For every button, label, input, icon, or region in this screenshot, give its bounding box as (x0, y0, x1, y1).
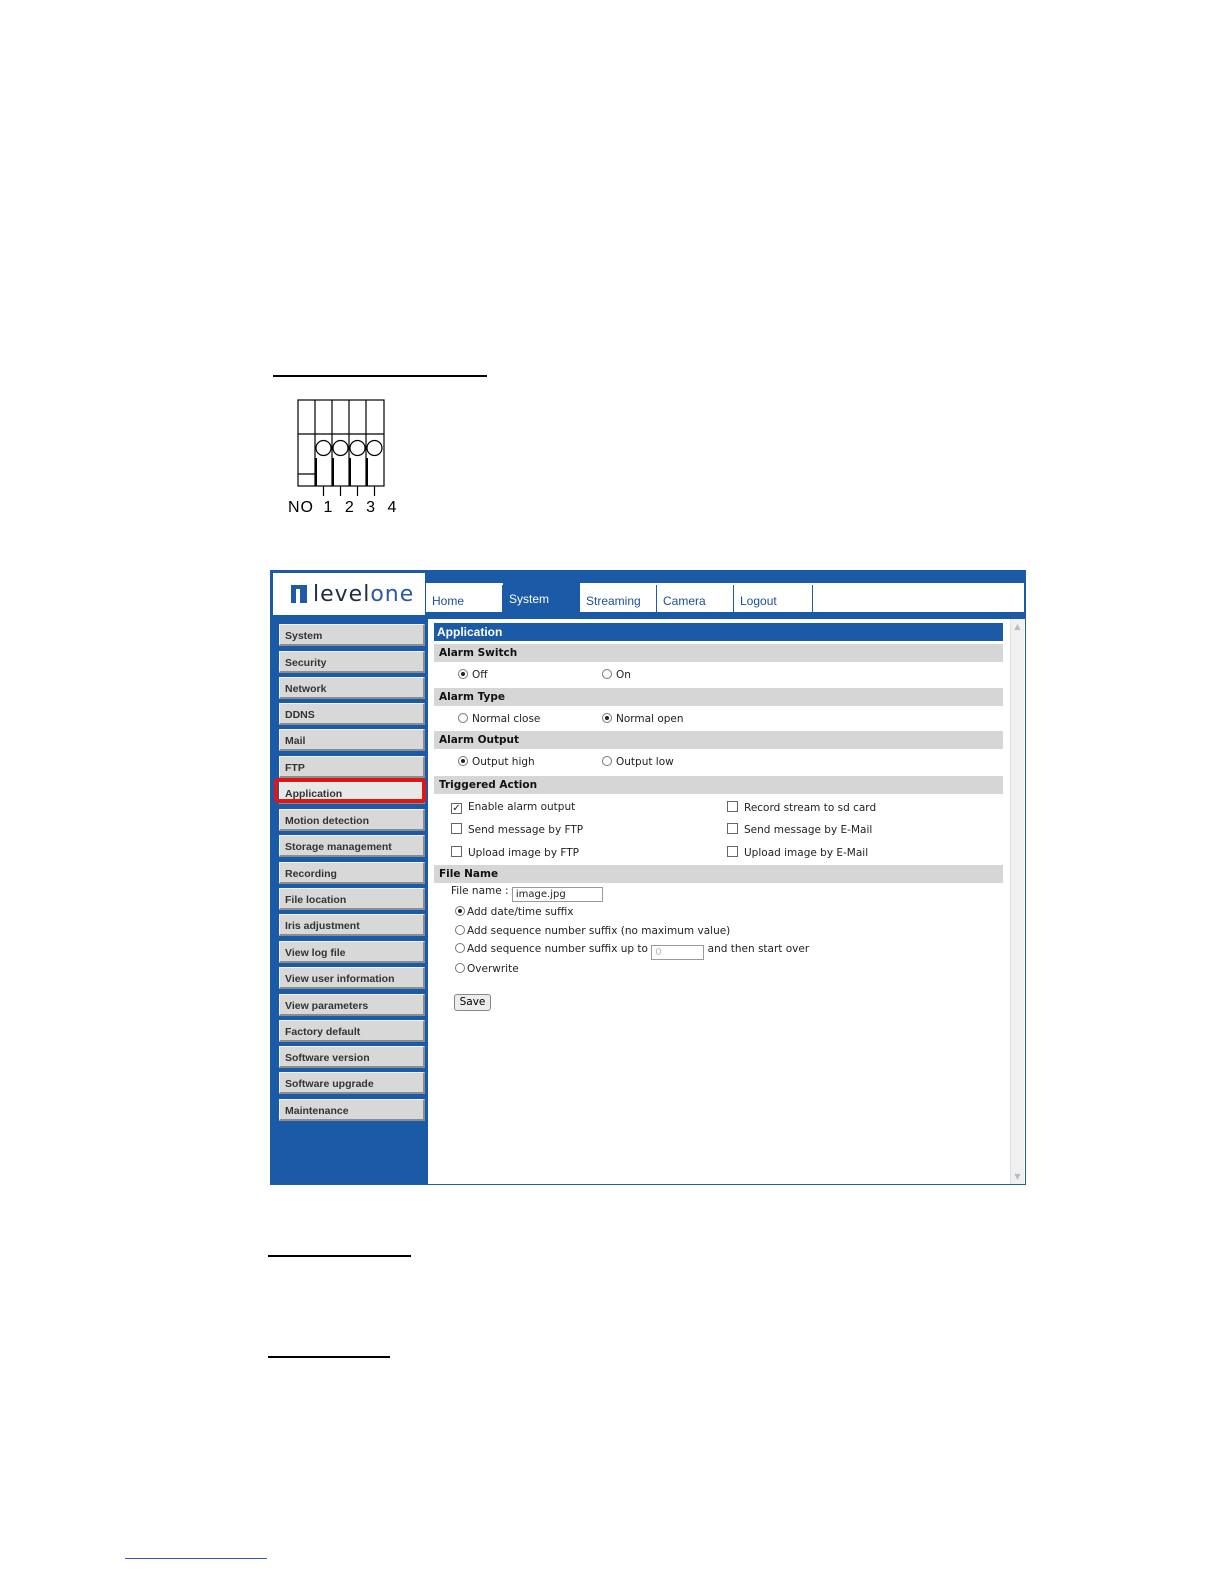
pin-label-2: 2 (344, 499, 355, 516)
sidebar (273, 619, 427, 1183)
sidebar-item-software-version[interactable]: Software version (279, 1046, 425, 1068)
tab-logout[interactable]: Logout (734, 585, 813, 613)
main-content (428, 619, 1025, 1184)
sidebar-item-view-user-information[interactable]: View user information (279, 967, 425, 989)
radio-unchecked-icon (455, 963, 465, 973)
scroll-down-arrow-icon[interactable]: ▼ (1014, 1172, 1021, 1181)
checkbox-checked-icon: ✓ (452, 803, 461, 814)
radio-checked-icon (602, 713, 612, 723)
checkbox-unchecked-icon (727, 823, 738, 834)
radio-unchecked-icon (602, 669, 612, 679)
radio-checked-icon (458, 756, 468, 766)
sidebar-item-storage-management[interactable]: Storage management (279, 835, 425, 857)
tab-underline (426, 612, 1024, 616)
radio-unchecked-icon (455, 925, 465, 935)
radio-checked-icon (455, 906, 465, 916)
radio-add-datetime-suffix[interactable]: Add date/time suffix (455, 906, 573, 918)
radio-normal-close[interactable]: Normal close (458, 713, 540, 725)
file-name-input[interactable]: image.jpg (512, 887, 603, 902)
camera-web-ui (270, 570, 1026, 1185)
app-frame (270, 570, 1026, 1185)
vertical-scrollbar[interactable] (1010, 619, 1024, 1184)
levelone-logo-icon (291, 585, 307, 603)
file-name-label: File name : (451, 885, 509, 897)
sidebar-item-mail[interactable]: Mail (279, 729, 425, 751)
section-alarm-output: Alarm Output (434, 731, 1003, 749)
section-triggered-action: Triggered Action (434, 776, 1003, 794)
heading-underline-3 (268, 1356, 390, 1358)
radio-alarm-off[interactable]: Off (458, 669, 488, 681)
sidebar-item-file-location[interactable]: File location (279, 888, 425, 910)
radio-output-high[interactable]: Output high (458, 756, 535, 768)
tab-system[interactable]: System (503, 583, 580, 613)
tab-home[interactable]: Home (426, 585, 503, 613)
sidebar-item-motion-detection[interactable]: Motion detection (279, 809, 425, 831)
file-name-row (451, 885, 603, 902)
pin-label-no: NO (288, 499, 314, 516)
save-button[interactable]: Save (454, 994, 491, 1011)
pin-label-4: 4 (387, 499, 398, 516)
highlight-callout-box (274, 778, 426, 803)
checkbox-unchecked-icon (451, 846, 462, 857)
sidebar-item-factory-default[interactable]: Factory default (279, 1020, 425, 1042)
checkbox-enable-alarm-output[interactable]: ✓ Enable alarm output (452, 801, 576, 814)
checkbox-send-message-email[interactable]: Send message by E-Mail (727, 823, 872, 836)
checkbox-unchecked-icon (727, 846, 738, 857)
sidebar-item-application[interactable]: Application (279, 782, 425, 804)
sidebar-item-ddns[interactable]: DDNS (279, 703, 425, 725)
sidebar-item-view-parameters[interactable]: View parameters (279, 994, 425, 1016)
sequence-max-input[interactable]: 0 (651, 945, 704, 960)
logo-area (273, 573, 425, 615)
radio-unchecked-icon (455, 943, 465, 953)
sidebar-item-network[interactable]: Network (279, 677, 425, 699)
page-title: Application (434, 623, 1003, 641)
checkbox-send-message-ftp[interactable]: Send message by FTP (451, 823, 583, 836)
radio-overwrite[interactable]: Overwrite (455, 963, 519, 975)
top-nav (426, 583, 1024, 613)
radio-checked-icon (458, 669, 468, 679)
radio-add-sequence-suffix-up-to[interactable]: Add sequence number suffix up to 0 and then start over (455, 943, 809, 960)
sidebar-item-software-upgrade[interactable]: Software upgrade (279, 1072, 425, 1094)
tab-camera[interactable]: Camera (657, 585, 734, 613)
heading-underline-2 (268, 1255, 411, 1257)
tab-streaming[interactable]: Streaming (580, 585, 657, 613)
pin-label-1: 1 (323, 499, 334, 516)
section-alarm-type: Alarm Type (434, 688, 1003, 706)
radio-alarm-on[interactable]: On (602, 669, 631, 681)
sidebar-item-view-log-file[interactable]: View log file (279, 941, 425, 963)
checkbox-unchecked-icon (727, 801, 738, 812)
sidebar-item-recording[interactable]: Recording (279, 862, 425, 884)
heading-underline-1 (273, 375, 487, 377)
sidebar-item-maintenance[interactable]: Maintenance (279, 1099, 425, 1121)
radio-unchecked-icon (458, 713, 468, 723)
checkbox-upload-image-email[interactable]: Upload image by E-Mail (727, 846, 868, 859)
sidebar-item-iris-adjustment[interactable]: Iris adjustment (279, 914, 425, 936)
checkbox-unchecked-icon (451, 823, 462, 834)
radio-normal-open[interactable]: Normal open (602, 713, 684, 725)
terminal-pin-labels (288, 499, 397, 517)
checkbox-record-stream-sd[interactable]: Record stream to sd card (727, 801, 876, 814)
footer-link-underline (125, 1558, 267, 1559)
section-alarm-switch: Alarm Switch (434, 644, 1003, 662)
section-file-name: File Name (434, 865, 1003, 883)
radio-add-sequence-suffix[interactable]: Add sequence number suffix (no maximum value) (455, 925, 730, 937)
sidebar-item-system[interactable]: System (279, 624, 425, 646)
radio-output-low[interactable]: Output low (602, 756, 674, 768)
radio-unchecked-icon (602, 756, 612, 766)
sidebar-item-security[interactable]: Security (279, 651, 425, 673)
pin-label-3: 3 (366, 499, 377, 516)
checkbox-upload-image-ftp[interactable]: Upload image by FTP (451, 846, 579, 859)
scroll-up-arrow-icon[interactable]: ▲ (1014, 622, 1021, 631)
brand-logo: levelone (313, 582, 415, 607)
sidebar-item-ftp[interactable]: FTP (279, 756, 425, 778)
